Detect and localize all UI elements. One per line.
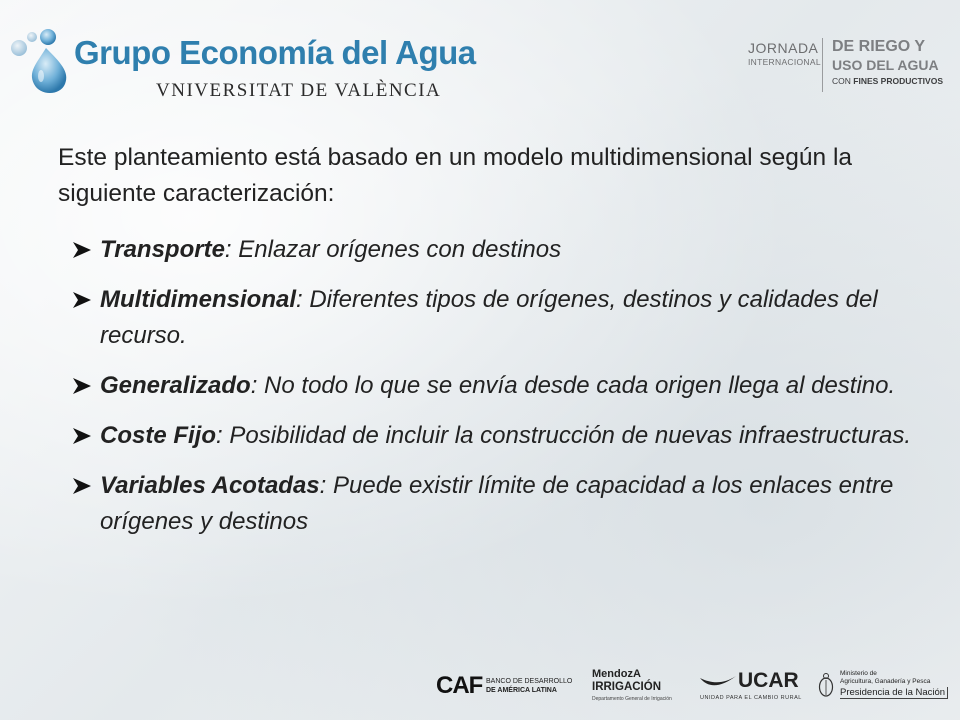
caf-mark: CAF bbox=[436, 672, 483, 699]
caf-line-2: DE AMÉRICA LATINA bbox=[486, 687, 557, 694]
con-label: CON bbox=[832, 76, 851, 86]
logo-divider bbox=[822, 38, 823, 92]
ucar-logo bbox=[698, 666, 802, 706]
ucar-tagline: UNIDAD PARA EL CAMBIO RURAL bbox=[700, 695, 802, 701]
ministerio-logo bbox=[818, 666, 946, 706]
irrigacion-sub-label: Departamento General de Irrigación bbox=[592, 696, 672, 702]
arrow-bullet-icon bbox=[72, 427, 92, 445]
list-item bbox=[72, 282, 922, 354]
caf-logo bbox=[436, 666, 573, 706]
irrigacion-label: IRRIGACIÓN bbox=[592, 681, 661, 693]
bullet-term: Variables Acotadas bbox=[100, 472, 320, 499]
university-name: VNIVERSITAT DE VALÈNCIA bbox=[156, 80, 442, 101]
bullet-term: Coste Fijo bbox=[100, 422, 217, 449]
intro-paragraph: Este planteamiento está basado en un modelo multidimensional según la siguiente caracterización: bbox=[58, 144, 853, 207]
caf-line-1: BANCO DE DESARROLLO bbox=[486, 678, 573, 685]
ministerio-line-3: Presidencia de la Nación bbox=[840, 687, 948, 699]
bullet-text: : Puede existir límite de capacidad a los enlaces entre orígenes y destinos bbox=[100, 472, 894, 535]
mendoza-label: MendozA bbox=[592, 668, 641, 680]
bullet-text: : Posibilidad de incluir la construcción de nuevas infraestructuras. bbox=[216, 422, 912, 449]
fines-label: FINES PRODUCTIVOS bbox=[853, 76, 943, 86]
wave-icon bbox=[698, 672, 738, 692]
jornada-label: JORNADA bbox=[748, 40, 819, 56]
water-drops-icon bbox=[8, 24, 78, 96]
arrow-bullet-icon bbox=[72, 241, 92, 259]
list-item bbox=[72, 232, 922, 268]
bullet-text: : No todo lo que se envía desde cada origen llega al destino. bbox=[250, 372, 896, 399]
bullet-term: Transporte bbox=[100, 236, 225, 263]
bullet-term: Generalizado bbox=[100, 372, 251, 399]
list-item bbox=[72, 468, 922, 540]
group-title: Grupo Economía del Agua bbox=[74, 34, 476, 71]
mendoza-irrigacion-logo bbox=[592, 666, 672, 706]
ministerio-line-2: Agricultura, Ganadería y Pesca bbox=[840, 678, 931, 685]
uso-agua-label: USO DEL AGUA bbox=[832, 57, 939, 73]
grupo-economia-logo bbox=[8, 18, 476, 101]
characterization-list bbox=[72, 232, 922, 554]
ucar-name: UCAR bbox=[738, 669, 799, 692]
national-seal-icon bbox=[818, 672, 834, 698]
list-item bbox=[72, 418, 922, 454]
bullet-term: Multidimensional bbox=[100, 286, 297, 313]
arrow-bullet-icon bbox=[72, 477, 92, 495]
bullet-text: : Enlazar orígenes con destinos bbox=[224, 236, 562, 263]
arrow-bullet-icon bbox=[72, 377, 92, 395]
arrow-bullet-icon bbox=[72, 291, 92, 309]
jornada-logo bbox=[748, 38, 948, 94]
bullet-text: : Diferentes tipos de orígenes, destinos y calidades del recurso. bbox=[100, 286, 878, 349]
list-item bbox=[72, 368, 922, 404]
ministerio-line-1: Ministerio de bbox=[840, 670, 877, 677]
internacional-label: INTERNACIONAL bbox=[748, 57, 821, 67]
riego-label: DE RIEGO Y bbox=[832, 38, 926, 55]
fines-productivos-label bbox=[832, 76, 943, 86]
